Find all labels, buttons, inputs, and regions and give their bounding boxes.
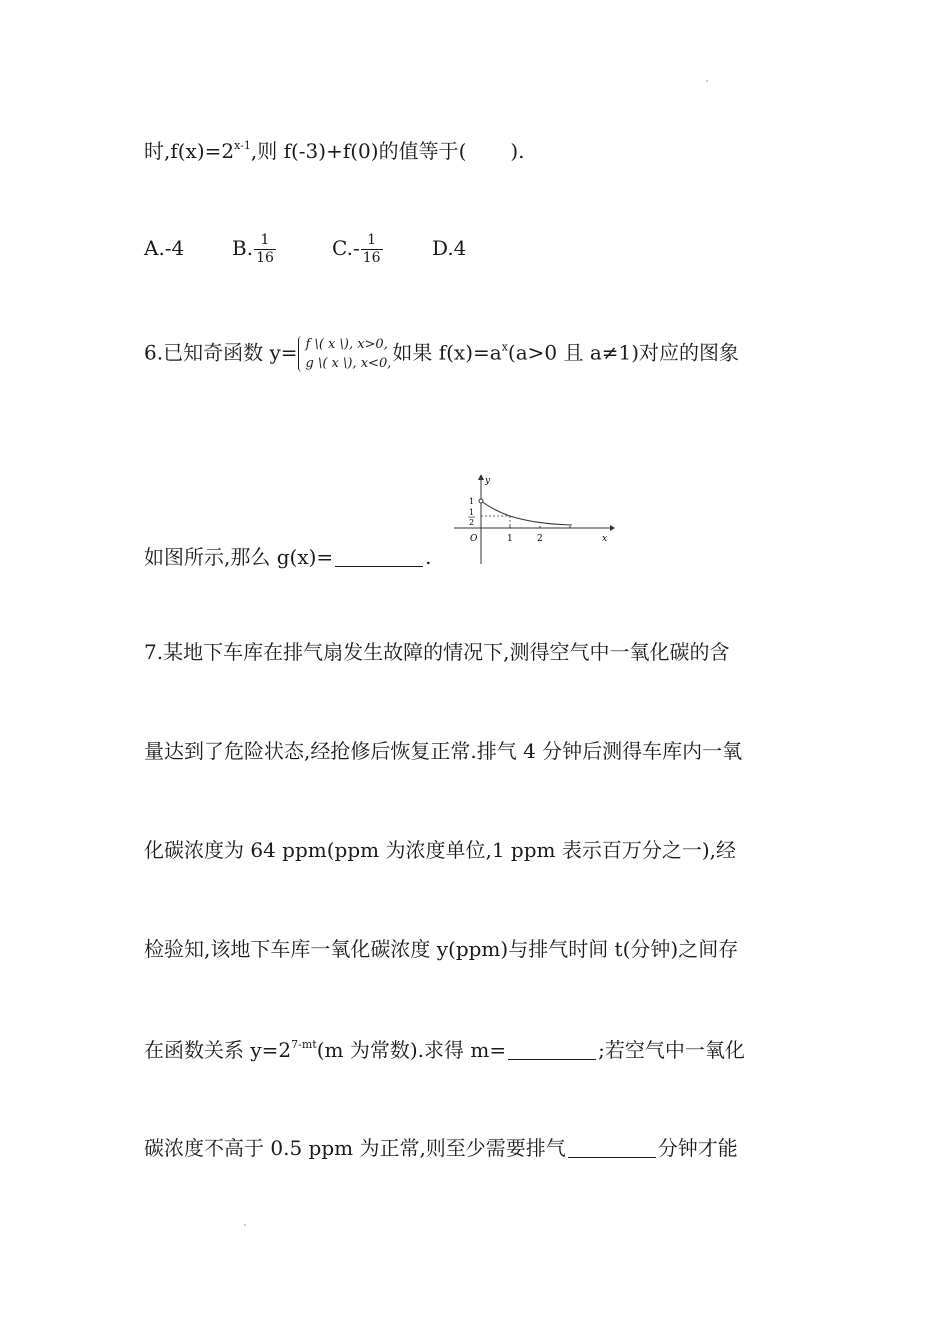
option-c-label: C.- <box>332 236 360 260</box>
option-b-label: B. <box>232 236 254 260</box>
y-tick-half-num: 1 <box>469 508 475 517</box>
y-axis-arrow <box>478 474 484 480</box>
left-brace <box>298 336 305 372</box>
exponential-graph <box>450 470 615 570</box>
q7-line6 <box>144 1134 738 1162</box>
q6-line2-suffix: . <box>425 545 432 569</box>
q6-line1 <box>144 335 739 373</box>
y-tick-1-label: 1 <box>469 497 475 506</box>
q5-prefix: 时,f(x)=2 <box>144 139 235 163</box>
q6-prefix: 6.已知奇函数 y= <box>144 340 298 365</box>
q7-line6-prefix: 碳浓度不高于 0.5 ppm 为正常,则至少需要排气 <box>144 1136 566 1160</box>
origin-label: O <box>470 534 478 544</box>
q6-line2 <box>144 543 432 571</box>
q7-line1: 7.某地下车库在排气扇发生故障的情况下,测得空气中一氧化碳的含 <box>144 640 730 664</box>
q6-exponent: x <box>501 340 508 354</box>
answer-blank-m <box>508 1039 596 1060</box>
q7-line5-mid: (m 为常数).求得 m= <box>316 1038 507 1062</box>
q5-options <box>144 232 466 267</box>
option-d: D.4 <box>432 236 467 260</box>
q6-line2-prefix: 如图所示,那么 g(x)= <box>144 545 334 569</box>
q5-tail-line <box>144 137 525 165</box>
case-f: f \( x \), x>0, <box>305 337 388 352</box>
scan-speck <box>706 80 708 82</box>
case-g: g \( x \), x<0, <box>305 356 392 371</box>
answer-blank-minutes <box>568 1137 656 1158</box>
q7-exponent: 7-mt <box>291 1038 317 1051</box>
open-point <box>479 499 483 503</box>
option-c-fraction: $\frac{1}{16}$ <box>362 232 381 266</box>
q7-line5 <box>144 1036 745 1064</box>
q7-line5-prefix: 在函数关系 y=2 <box>144 1038 292 1062</box>
answer-blank-g <box>335 546 423 567</box>
q7-line5-suffix: ;若空气中一氧化 <box>598 1038 745 1062</box>
x-axis-arrow <box>610 525 615 531</box>
option-b-fraction: $\frac{1}{16}$ <box>256 232 274 266</box>
q5-exponent: x-1 <box>234 139 251 152</box>
option-c <box>332 232 432 267</box>
piecewise-function <box>298 335 392 373</box>
x-axis-label: x <box>602 534 608 544</box>
q7-line2: 量达到了危险状态,经抢修后恢复正常.排气 4 分钟后测得车库内一氧 <box>144 739 743 763</box>
q6-suffix-a: 如果 f(x)=a <box>392 340 502 365</box>
y-axis-label: y <box>485 476 491 486</box>
option-b <box>232 232 332 267</box>
q7-line4: 检验知,该地下车库一氧化碳浓度 y(ppm)与排气时间 t(分钟)之间存 <box>144 937 739 961</box>
decay-curve <box>481 501 572 525</box>
q6-suffix-b: (a>0 且 a≠1)对应的图象 <box>507 340 740 365</box>
scan-speck <box>244 1224 246 1226</box>
option-a: A.-4 <box>144 236 185 260</box>
q5-close: ). <box>510 139 525 163</box>
q7-line6-suffix: 分钟才能 <box>657 1136 738 1160</box>
q5-suffix: ,则 f(-3)+f(0)的值等于( <box>250 139 467 163</box>
x-tick-2-label: 2 <box>537 534 543 544</box>
y-tick-half-den: 2 <box>469 518 475 527</box>
q7-line3: 化碳浓度为 64 ppm(ppm 为浓度单位,1 ppm 表示百万分之一),经 <box>144 838 736 862</box>
x-tick-1-label: 1 <box>507 534 513 544</box>
